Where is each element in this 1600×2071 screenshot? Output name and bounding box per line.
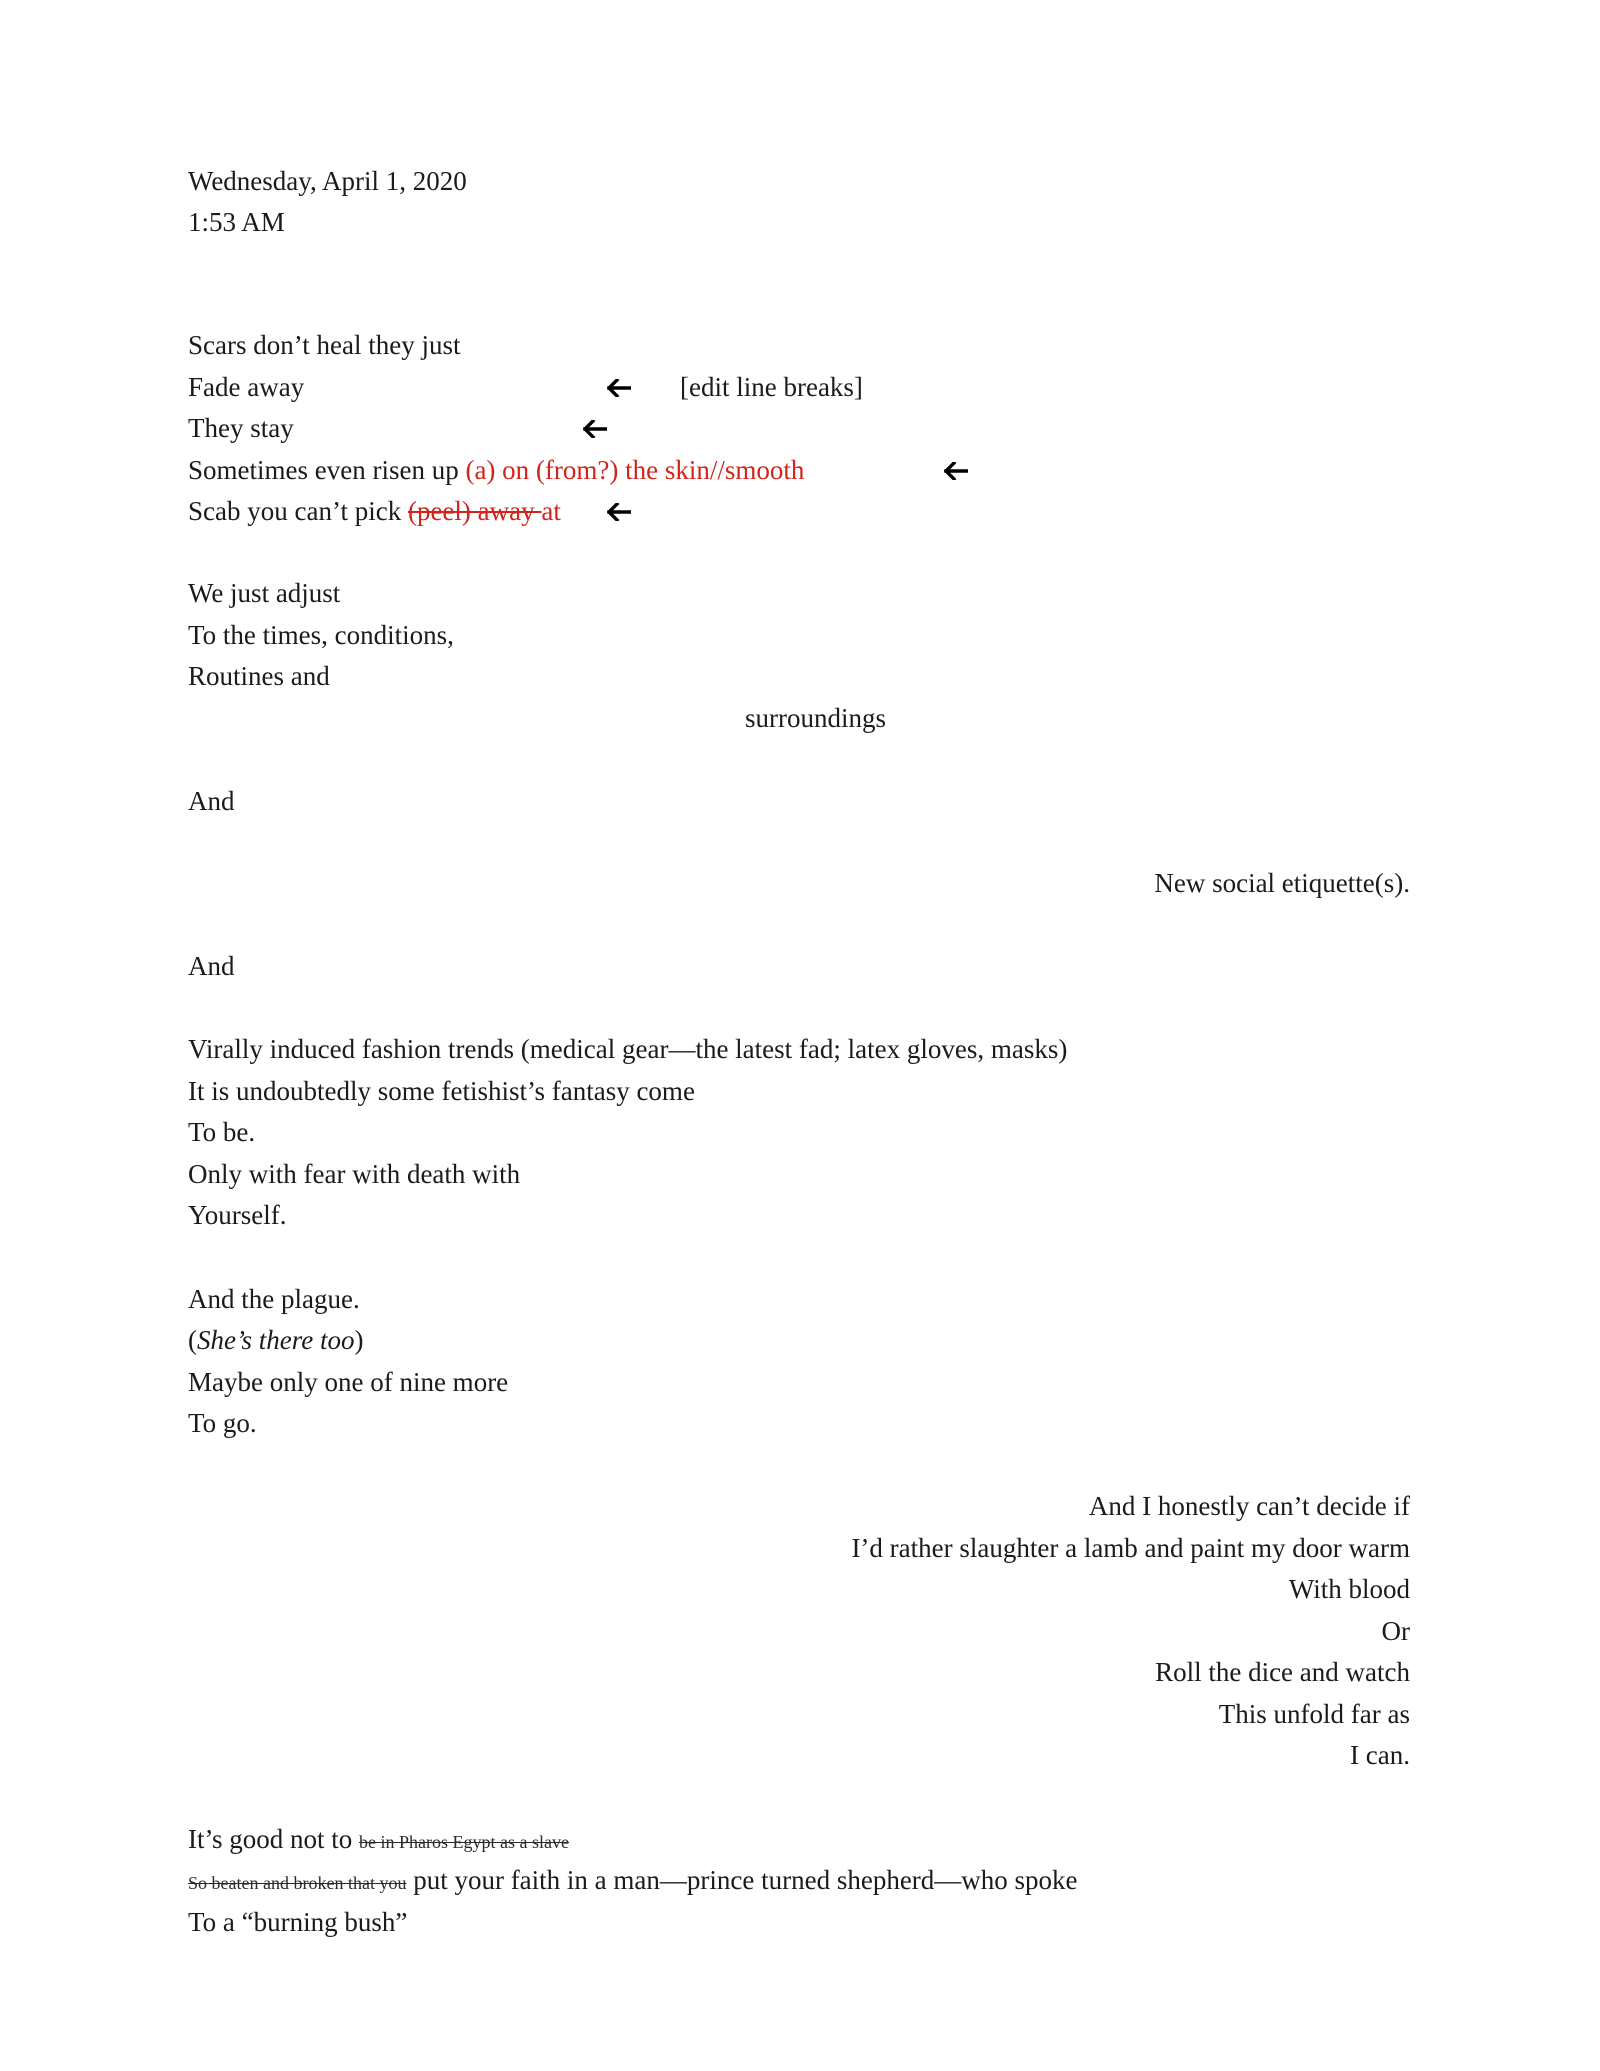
stanza3-line4: Only with fear with death with — [188, 1159, 521, 1189]
and-line-2: And — [188, 951, 235, 981]
stanza1-line5-edit: at — [541, 496, 561, 526]
paren-close: ) — [354, 1325, 364, 1355]
and-line-1: And — [188, 786, 235, 816]
stanza5-line1: And I honestly can’t decide if — [1088, 1491, 1410, 1521]
stanza5-line5: Roll the dice and watch — [1155, 1657, 1410, 1687]
stanza5-line6: This unfold far as — [1218, 1699, 1410, 1729]
stanza5-line7: I can. — [1350, 1740, 1410, 1770]
stanza4-line3: Maybe only one of nine more — [188, 1367, 509, 1397]
etiquette-line: New social etiquette(s). — [1154, 868, 1410, 898]
stanza4-line2-italic: She’s there too — [197, 1325, 355, 1355]
stanza1-line5-struck: (peel) away — [407, 496, 542, 526]
stanza6-line2-text: put your faith in a man—prince turned shepherd—who spoke — [406, 1865, 1078, 1895]
stanza3-line5: Yourself. — [188, 1200, 287, 1230]
stanza2-line3: Routines and — [188, 661, 330, 691]
stanza1-line2: Fade away — [188, 372, 305, 402]
stanza3-line3: To be. — [188, 1117, 256, 1147]
stanza1-line3: They stay — [188, 413, 294, 443]
stanza1-line4 — [188, 455, 804, 486]
stanza5-line2: I’d rather slaughter a lamb and paint my door warm — [851, 1533, 1410, 1563]
stanza6-line2-struck: So beaten and broken that you — [188, 1873, 407, 1893]
left-arrow-icon — [607, 379, 631, 397]
stanza2-line4: surroundings — [745, 703, 886, 733]
stanza1-line5-text: Scab you can’t pick — [188, 496, 408, 526]
stanza1-line4-edit: (a) on (from?) the skin//smooth — [465, 455, 805, 485]
edit-note: [edit line breaks] — [680, 372, 863, 402]
stanza4-line4: To go. — [188, 1408, 257, 1438]
left-arrow-icon — [607, 503, 631, 521]
date: Wednesday, April 1, 2020 — [188, 166, 467, 196]
stanza3-line2: It is undoubtedly some fetishist’s fantasy come — [188, 1076, 695, 1106]
stanza1-line5 — [188, 496, 561, 527]
stanza1-line4-text: Sometimes even risen up — [188, 455, 466, 485]
stanza4-line1: And the plague. — [188, 1284, 360, 1314]
stanza4-line2 — [188, 1325, 363, 1356]
stanza2-line2: To the times, conditions, — [188, 620, 454, 650]
stanza3-line1: Virally induced fashion trends (medical gear—the latest fad; latex gloves, masks) — [188, 1034, 1068, 1064]
stanza2-line1: We just adjust — [188, 578, 341, 608]
stanza6-line1 — [188, 1824, 569, 1855]
stanza5-line4: Or — [1381, 1616, 1410, 1646]
stanza6-line1-text: It’s good not to — [188, 1824, 360, 1854]
left-arrow-icon — [944, 462, 968, 480]
stanza5-line3: With blood — [1288, 1574, 1410, 1604]
left-arrow-icon — [583, 420, 607, 438]
stanza6-line3: To a “burning bush” — [188, 1907, 408, 1937]
stanza1-line1: Scars don’t heal they just — [188, 330, 461, 360]
stanza6-line1-struck: be in Pharos Egypt as a slave — [359, 1832, 569, 1852]
time: 1:53 AM — [188, 207, 285, 237]
paren-open: ( — [188, 1325, 197, 1355]
stanza6-line2 — [188, 1865, 1078, 1896]
